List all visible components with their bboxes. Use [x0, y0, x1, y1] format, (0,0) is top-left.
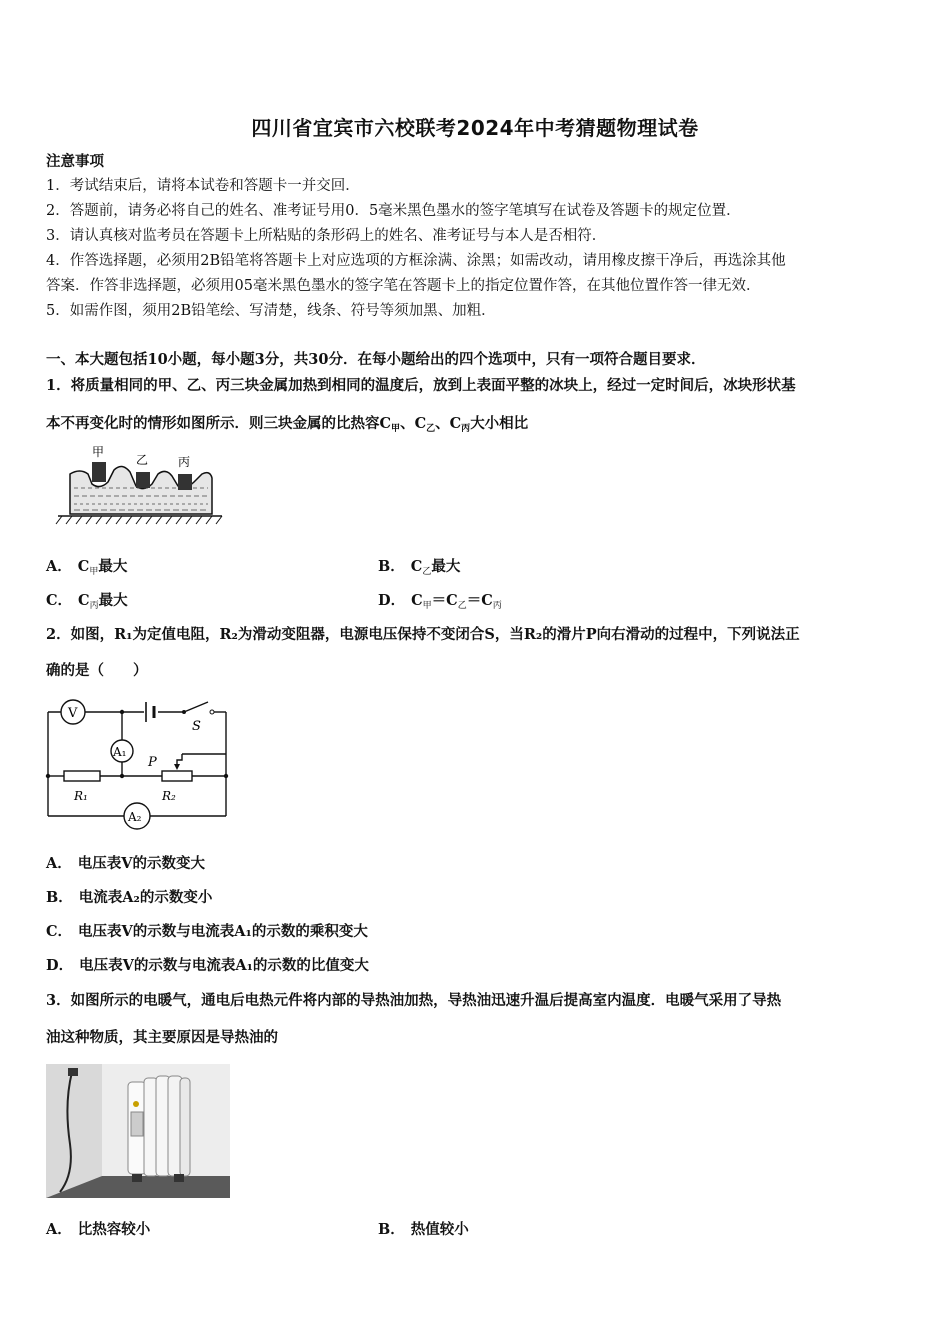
q3-heater-photo	[46, 1064, 230, 1198]
section-heading: 一、本大题包括10小题，每小题3分，共30分．在每小题给出的四个选项中，只有一项符合题目要求．	[46, 351, 706, 368]
q1-ice-figure	[48, 444, 228, 532]
q2-circuit-figure	[44, 690, 234, 835]
q3-stem-line2: 油这种物质，其主要原因是导热油的	[46, 1029, 278, 1046]
q1-option-d[interactable]: D． $C_甲=C_乙=C_丙$	[378, 592, 502, 611]
q3-stem-line1: 3．如图所示的电暖气，通电后电热元件将内部的导热油加热，导热油迅速升温后提高室内温度．电暖气采用了导热	[46, 992, 782, 1009]
label-bing: 丙	[178, 455, 191, 469]
q3-option-a[interactable]: A． 比热容较小	[46, 1221, 151, 1238]
ground-hatch	[56, 516, 222, 524]
notice-heading: 注意事项	[46, 153, 104, 170]
slider-arrow	[174, 764, 180, 770]
metal-bing	[178, 474, 192, 490]
page-title: 四川省宜宾市六校联考2024年中考猜题物理试卷	[251, 116, 699, 140]
label-r1: R₁	[74, 789, 88, 803]
q2-stem-line2: 确的是（ ）	[46, 662, 148, 679]
q1-stem-line2: 本不再变化时的情形如图所示．则三块金属的比热容$C_甲$、$C_乙$、$C_丙$大小相比	[46, 415, 529, 434]
resistor-r1	[64, 771, 100, 781]
heater-body	[128, 1076, 190, 1182]
metal-yi	[136, 472, 150, 488]
q2-option-c[interactable]: C． 电压表V的示数与电流表A₁的示数的乘积变大	[46, 923, 368, 940]
label-s: S	[192, 719, 201, 734]
notice-item: 2．答题前，请务必将自己的姓名、准考证号用0．5毫米黑色墨水的签字笔填写在试卷及答题卡的规定位置．	[46, 203, 741, 219]
q2-stem-line1: 2．如图，R₁为定值电阻，R₂为滑动变阻器，电源电压保持不变闭合S，当R₂的滑片P向右滑动的过程中，下列说法正	[46, 626, 800, 643]
q2-option-a[interactable]: A． 电压表V的示数变大	[46, 855, 206, 872]
notice-item: 5．如需作图，须用2B铅笔绘、写清楚，线条、符号等须加黑、加粗．	[46, 303, 496, 319]
label-jia: 甲	[92, 445, 105, 459]
q1-option-b[interactable]: B． $C_乙$最大	[378, 558, 461, 577]
resistor-r2	[162, 771, 192, 781]
notice-item: 答案．作答非选择题，必须用05毫米黑色墨水的签字笔在答题卡上的指定位置作答，在其他位置作答一律无效．	[46, 278, 761, 294]
q1-option-a[interactable]: A． $C_甲$最大	[46, 558, 128, 577]
label-a1: A₁	[113, 745, 127, 759]
notice-item: 1．考试结束后，请将本试卷和答题卡一并交回．	[46, 178, 360, 194]
switch-s	[184, 702, 208, 712]
q1-stem-line1: 1．将质量相同的甲、乙、丙三块金属加热到相同的温度后，放到上表面平整的冰块上，经过一定时间后，冰块形状基	[46, 377, 796, 394]
label-a2: A₂	[128, 810, 142, 824]
notice-item: 3．请认真核对监考员在答题卡上所粘贴的条形码上的姓名、准考证号与本人是否相符．	[46, 228, 607, 244]
metal-jia	[92, 462, 106, 482]
q2-option-b[interactable]: B． 电流表A₂的示数变小	[46, 889, 213, 906]
q2-option-d[interactable]: D． 电压表V的示数与电流表A₁的示数的比值变大	[46, 957, 369, 974]
q1-option-c[interactable]: C． $C_丙$最大	[46, 592, 128, 611]
q3-option-b[interactable]: B． 热值较小	[378, 1221, 469, 1238]
label-r2: R₂	[162, 789, 176, 803]
label-v: V	[68, 706, 78, 721]
notice-item: 4．作答选择题，必须用2B铅笔将答题卡上对应选项的方框涂满、涂黑；如需改动，请用橡皮擦干净后，再选涂其他	[46, 253, 786, 269]
label-p: P	[148, 755, 157, 770]
label-yi: 乙	[136, 453, 149, 467]
